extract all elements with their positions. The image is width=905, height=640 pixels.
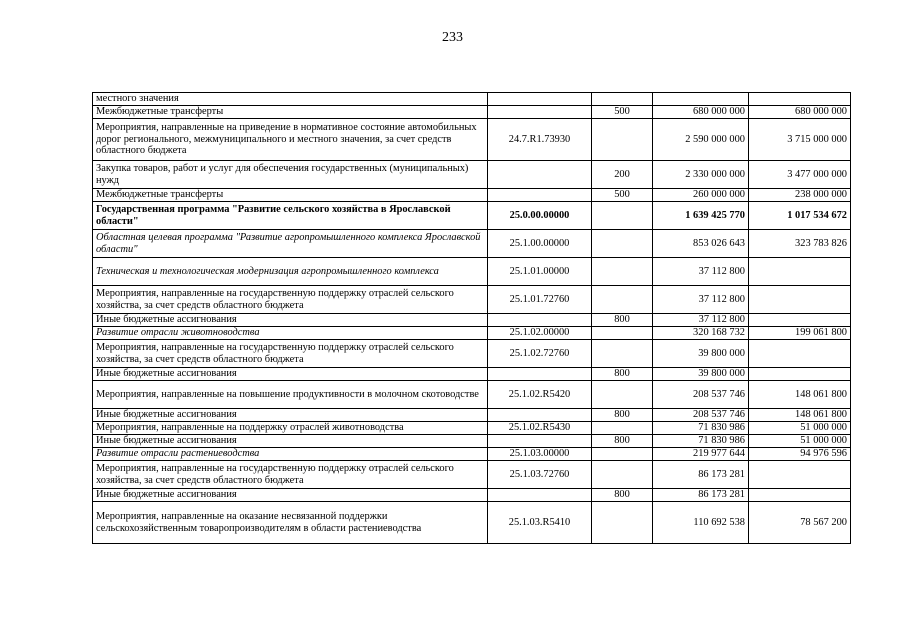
amount-year1-cell: 86 173 281 bbox=[653, 461, 749, 489]
amount-year1-cell: 2 330 000 000 bbox=[653, 161, 749, 189]
amount-year1-cell bbox=[653, 93, 749, 106]
expense-type-cell bbox=[592, 202, 653, 230]
amount-year2-cell bbox=[749, 489, 851, 502]
amount-year1-cell: 86 173 281 bbox=[653, 489, 749, 502]
expense-type-cell: 500 bbox=[592, 106, 653, 119]
target-code-cell: 25.1.03.R5410 bbox=[488, 502, 592, 544]
table-row bbox=[93, 340, 851, 368]
program-name-cell: Техническая и технологическая модернизация агропромышленного комплекса bbox=[93, 258, 488, 286]
table-row bbox=[93, 286, 851, 314]
amount-year2-cell: 680 000 000 bbox=[749, 106, 851, 119]
table-row bbox=[93, 489, 851, 502]
program-name-cell: Развитие отрасли растениеводства bbox=[93, 448, 488, 461]
amount-year1-cell: 219 977 644 bbox=[653, 448, 749, 461]
expense-type-cell: 800 bbox=[592, 435, 653, 448]
target-code-cell: 25.1.02.00000 bbox=[488, 327, 592, 340]
amount-year2-cell: 148 061 800 bbox=[749, 409, 851, 422]
amount-year2-cell: 3 715 000 000 bbox=[749, 119, 851, 161]
amount-year2-cell bbox=[749, 368, 851, 381]
amount-year1-cell: 1 639 425 770 bbox=[653, 202, 749, 230]
amount-year2-cell bbox=[749, 286, 851, 314]
amount-year1-cell: 37 112 800 bbox=[653, 286, 749, 314]
expense-type-cell bbox=[592, 286, 653, 314]
amount-year1-cell: 71 830 986 bbox=[653, 422, 749, 435]
target-code-cell: 25.1.02.R5420 bbox=[488, 381, 592, 409]
expense-type-cell bbox=[592, 422, 653, 435]
expense-type-cell bbox=[592, 502, 653, 544]
table-row bbox=[93, 502, 851, 544]
amount-year2-cell: 51 000 000 bbox=[749, 422, 851, 435]
amount-year2-cell bbox=[749, 340, 851, 368]
target-code-cell bbox=[488, 409, 592, 422]
program-name-cell: Развитие отрасли животноводства bbox=[93, 327, 488, 340]
program-name-cell: Иные бюджетные ассигнования bbox=[93, 435, 488, 448]
table-row bbox=[93, 161, 851, 189]
expense-type-cell: 500 bbox=[592, 189, 653, 202]
amount-year1-cell: 37 112 800 bbox=[653, 314, 749, 327]
amount-year2-cell: 3 477 000 000 bbox=[749, 161, 851, 189]
amount-year1-cell: 71 830 986 bbox=[653, 435, 749, 448]
amount-year2-cell: 323 783 826 bbox=[749, 230, 851, 258]
amount-year2-cell: 78 567 200 bbox=[749, 502, 851, 544]
table-row bbox=[93, 258, 851, 286]
amount-year1-cell: 110 692 538 bbox=[653, 502, 749, 544]
target-code-cell: 25.1.02.72760 bbox=[488, 340, 592, 368]
table-row bbox=[93, 93, 851, 106]
expense-type-cell: 800 bbox=[592, 368, 653, 381]
expense-type-cell bbox=[592, 230, 653, 258]
budget-table bbox=[92, 92, 851, 544]
expense-type-cell bbox=[592, 119, 653, 161]
amount-year2-cell: 1 017 534 672 bbox=[749, 202, 851, 230]
target-code-cell: 25.0.00.00000 bbox=[488, 202, 592, 230]
table-row bbox=[93, 106, 851, 119]
program-name-cell: Иные бюджетные ассигнования bbox=[93, 368, 488, 381]
amount-year1-cell: 320 168 732 bbox=[653, 327, 749, 340]
amount-year2-cell bbox=[749, 258, 851, 286]
expense-type-cell: 800 bbox=[592, 314, 653, 327]
table-row bbox=[93, 422, 851, 435]
expense-type-cell bbox=[592, 461, 653, 489]
expense-type-cell: 800 bbox=[592, 489, 653, 502]
table-row bbox=[93, 381, 851, 409]
budget-table-body bbox=[93, 93, 851, 544]
table-row bbox=[93, 461, 851, 489]
target-code-cell bbox=[488, 189, 592, 202]
table-row bbox=[93, 368, 851, 381]
amount-year2-cell bbox=[749, 314, 851, 327]
amount-year2-cell: 94 976 596 bbox=[749, 448, 851, 461]
amount-year1-cell: 853 026 643 bbox=[653, 230, 749, 258]
program-name-cell: Мероприятия, направленные на повышение продуктивности в молочном скотоводстве bbox=[93, 381, 488, 409]
program-name-cell: Закупка товаров, работ и услуг для обеспечения государственных (муниципальных) нужд bbox=[93, 161, 488, 189]
program-name-cell: Мероприятия, направленные на государственную поддержку отраслей сельского хозяйства, за счет средств областного бюджета bbox=[93, 461, 488, 489]
target-code-cell bbox=[488, 489, 592, 502]
table-row bbox=[93, 327, 851, 340]
target-code-cell: 25.1.02.R5430 bbox=[488, 422, 592, 435]
program-name-cell: Иные бюджетные ассигнования bbox=[93, 489, 488, 502]
target-code-cell: 25.1.01.00000 bbox=[488, 258, 592, 286]
program-name-cell: Иные бюджетные ассигнования bbox=[93, 314, 488, 327]
target-code-cell bbox=[488, 314, 592, 327]
amount-year2-cell: 148 061 800 bbox=[749, 381, 851, 409]
target-code-cell: 25.1.01.72760 bbox=[488, 286, 592, 314]
page-number: 233 bbox=[442, 30, 463, 45]
target-code-cell: 25.1.00.00000 bbox=[488, 230, 592, 258]
program-name-cell: Областная целевая программа "Развитие агропромышленного комплекса Ярославской области" bbox=[93, 230, 488, 258]
expense-type-cell bbox=[592, 381, 653, 409]
amount-year2-cell bbox=[749, 93, 851, 106]
amount-year2-cell: 238 000 000 bbox=[749, 189, 851, 202]
table-row bbox=[93, 202, 851, 230]
table-row bbox=[93, 119, 851, 161]
target-code-cell bbox=[488, 368, 592, 381]
expense-type-cell bbox=[592, 340, 653, 368]
amount-year1-cell: 208 537 746 bbox=[653, 381, 749, 409]
program-name-cell: Мероприятия, направленные на приведение в нормативное состояние автомобильных дорог регионального, межмуниципального и местного значения, за счет средств областного бюджета bbox=[93, 119, 488, 161]
target-code-cell: 24.7.R1.73930 bbox=[488, 119, 592, 161]
amount-year1-cell: 208 537 746 bbox=[653, 409, 749, 422]
amount-year1-cell: 2 590 000 000 bbox=[653, 119, 749, 161]
table-row bbox=[93, 230, 851, 258]
program-name-cell: Межбюджетные трансферты bbox=[93, 189, 488, 202]
amount-year1-cell: 39 800 000 bbox=[653, 340, 749, 368]
table-row bbox=[93, 409, 851, 422]
program-name-cell: местного значения bbox=[93, 93, 488, 106]
table-row bbox=[93, 435, 851, 448]
table-row bbox=[93, 448, 851, 461]
target-code-cell: 25.1.03.72760 bbox=[488, 461, 592, 489]
program-name-cell: Государственная программа "Развитие сельского хозяйства в Ярославской области" bbox=[93, 202, 488, 230]
amount-year2-cell bbox=[749, 461, 851, 489]
program-name-cell: Мероприятия, направленные на государственную поддержку отраслей сельского хозяйства, за счет средств областного бюджета bbox=[93, 286, 488, 314]
target-code-cell bbox=[488, 435, 592, 448]
target-code-cell bbox=[488, 106, 592, 119]
expense-type-cell bbox=[592, 258, 653, 286]
table-row bbox=[93, 189, 851, 202]
amount-year1-cell: 680 000 000 bbox=[653, 106, 749, 119]
program-name-cell: Иные бюджетные ассигнования bbox=[93, 409, 488, 422]
amount-year2-cell: 199 061 800 bbox=[749, 327, 851, 340]
expense-type-cell bbox=[592, 93, 653, 106]
program-name-cell: Мероприятия, направленные на государственную поддержку отраслей сельского хозяйства, за счет средств областного бюджета bbox=[93, 340, 488, 368]
program-name-cell: Межбюджетные трансферты bbox=[93, 106, 488, 119]
expense-type-cell: 800 bbox=[592, 409, 653, 422]
target-code-cell bbox=[488, 161, 592, 189]
amount-year2-cell: 51 000 000 bbox=[749, 435, 851, 448]
target-code-cell: 25.1.03.00000 bbox=[488, 448, 592, 461]
program-name-cell: Мероприятия, направленные на оказание несвязанной поддержки сельскохозяйственным товаропроизводителям в области растениеводства bbox=[93, 502, 488, 544]
amount-year1-cell: 260 000 000 bbox=[653, 189, 749, 202]
expense-type-cell bbox=[592, 327, 653, 340]
program-name-cell: Мероприятия, направленные на поддержку отраслей животноводства bbox=[93, 422, 488, 435]
target-code-cell bbox=[488, 93, 592, 106]
amount-year1-cell: 39 800 000 bbox=[653, 368, 749, 381]
expense-type-cell bbox=[592, 448, 653, 461]
expense-type-cell: 200 bbox=[592, 161, 653, 189]
amount-year1-cell: 37 112 800 bbox=[653, 258, 749, 286]
table-row bbox=[93, 314, 851, 327]
